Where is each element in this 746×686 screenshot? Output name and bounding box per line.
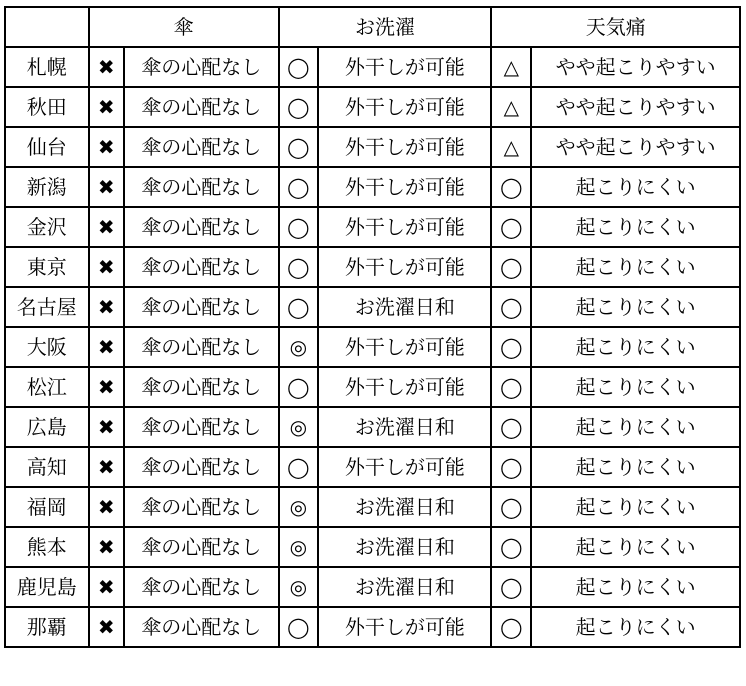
umbrella-symbol: ✖ bbox=[89, 167, 124, 207]
laundry-text: 外干しが可能 bbox=[318, 87, 491, 127]
weather-pain-text: 起こりにくい bbox=[531, 567, 740, 607]
header-weather-pain: 天気痛 bbox=[491, 7, 740, 47]
laundry-text: 外干しが可能 bbox=[318, 47, 491, 87]
laundry-symbol: ◎ bbox=[279, 327, 319, 367]
umbrella-symbol: ✖ bbox=[89, 127, 124, 167]
weather-pain-symbol: △ bbox=[491, 127, 531, 167]
umbrella-symbol: ✖ bbox=[89, 607, 124, 647]
city-cell: 新潟 bbox=[5, 167, 89, 207]
laundry-symbol: ◯ bbox=[279, 247, 319, 287]
umbrella-symbol: ✖ bbox=[89, 247, 124, 287]
weather-pain-symbol: ◯ bbox=[491, 247, 531, 287]
weather-pain-text: 起こりにくい bbox=[531, 207, 740, 247]
weather-pain-symbol: ◯ bbox=[491, 487, 531, 527]
laundry-symbol: ◯ bbox=[279, 87, 319, 127]
weather-pain-text: 起こりにくい bbox=[531, 487, 740, 527]
laundry-symbol: ◎ bbox=[279, 407, 319, 447]
table-body bbox=[5, 47, 740, 647]
header-umbrella: 傘 bbox=[89, 7, 279, 47]
weather-pain-text: 起こりにくい bbox=[531, 327, 740, 367]
table-row bbox=[5, 527, 740, 567]
weather-pain-symbol: ◯ bbox=[491, 407, 531, 447]
weather-pain-text: 起こりにくい bbox=[531, 607, 740, 647]
laundry-symbol: ◯ bbox=[279, 367, 319, 407]
umbrella-symbol: ✖ bbox=[89, 407, 124, 447]
table-row bbox=[5, 47, 740, 87]
table-row bbox=[5, 607, 740, 647]
umbrella-text: 傘の心配なし bbox=[124, 327, 279, 367]
umbrella-text: 傘の心配なし bbox=[124, 527, 279, 567]
laundry-text: 外干しが可能 bbox=[318, 127, 491, 167]
weather-pain-text: やや起こりやすい bbox=[531, 87, 740, 127]
city-cell: 熊本 bbox=[5, 527, 89, 567]
city-cell: 松江 bbox=[5, 367, 89, 407]
weather-pain-text: 起こりにくい bbox=[531, 287, 740, 327]
table-row bbox=[5, 207, 740, 247]
weather-pain-symbol: △ bbox=[491, 47, 531, 87]
laundry-symbol: ◯ bbox=[279, 167, 319, 207]
weather-pain-text: 起こりにくい bbox=[531, 527, 740, 567]
laundry-text: お洗濯日和 bbox=[318, 407, 491, 447]
weather-pain-text: やや起こりやすい bbox=[531, 127, 740, 167]
umbrella-text: 傘の心配なし bbox=[124, 407, 279, 447]
laundry-symbol: ◯ bbox=[279, 447, 319, 487]
table-row bbox=[5, 87, 740, 127]
weather-pain-symbol: ◯ bbox=[491, 527, 531, 567]
weather-pain-symbol: ◯ bbox=[491, 167, 531, 207]
umbrella-symbol: ✖ bbox=[89, 287, 124, 327]
weather-pain-text: 起こりにくい bbox=[531, 447, 740, 487]
table-row bbox=[5, 367, 740, 407]
laundry-symbol: ◯ bbox=[279, 607, 319, 647]
weather-pain-symbol: ◯ bbox=[491, 447, 531, 487]
city-cell: 金沢 bbox=[5, 207, 89, 247]
header-row bbox=[5, 7, 740, 47]
table-row bbox=[5, 447, 740, 487]
city-cell: 仙台 bbox=[5, 127, 89, 167]
city-cell: 大阪 bbox=[5, 327, 89, 367]
umbrella-text: 傘の心配なし bbox=[124, 487, 279, 527]
city-cell: 名古屋 bbox=[5, 287, 89, 327]
laundry-text: お洗濯日和 bbox=[318, 567, 491, 607]
umbrella-symbol: ✖ bbox=[89, 567, 124, 607]
table-row bbox=[5, 407, 740, 447]
city-cell: 東京 bbox=[5, 247, 89, 287]
weather-pain-text: 起こりにくい bbox=[531, 247, 740, 287]
weather-pain-symbol: ◯ bbox=[491, 287, 531, 327]
umbrella-text: 傘の心配なし bbox=[124, 447, 279, 487]
laundry-symbol: ◯ bbox=[279, 127, 319, 167]
weather-pain-text: 起こりにくい bbox=[531, 167, 740, 207]
laundry-symbol: ◎ bbox=[279, 567, 319, 607]
city-cell: 広島 bbox=[5, 407, 89, 447]
laundry-text: お洗濯日和 bbox=[318, 287, 491, 327]
laundry-symbol: ◯ bbox=[279, 207, 319, 247]
umbrella-text: 傘の心配なし bbox=[124, 247, 279, 287]
weather-table bbox=[4, 6, 741, 648]
laundry-text: 外干しが可能 bbox=[318, 327, 491, 367]
table-row bbox=[5, 167, 740, 207]
weather-pain-symbol: ◯ bbox=[491, 607, 531, 647]
umbrella-symbol: ✖ bbox=[89, 327, 124, 367]
laundry-text: お洗濯日和 bbox=[318, 487, 491, 527]
laundry-text: 外干しが可能 bbox=[318, 247, 491, 287]
umbrella-text: 傘の心配なし bbox=[124, 207, 279, 247]
table-row bbox=[5, 487, 740, 527]
umbrella-symbol: ✖ bbox=[89, 527, 124, 567]
weather-pain-symbol: △ bbox=[491, 87, 531, 127]
umbrella-symbol: ✖ bbox=[89, 207, 124, 247]
table-row bbox=[5, 567, 740, 607]
laundry-symbol: ◎ bbox=[279, 487, 319, 527]
umbrella-text: 傘の心配なし bbox=[124, 367, 279, 407]
laundry-text: 外干しが可能 bbox=[318, 167, 491, 207]
umbrella-symbol: ✖ bbox=[89, 367, 124, 407]
city-cell: 札幌 bbox=[5, 47, 89, 87]
umbrella-symbol: ✖ bbox=[89, 47, 124, 87]
umbrella-symbol: ✖ bbox=[89, 87, 124, 127]
laundry-text: 外干しが可能 bbox=[318, 607, 491, 647]
header-corner bbox=[5, 7, 89, 47]
city-cell: 高知 bbox=[5, 447, 89, 487]
table-row bbox=[5, 127, 740, 167]
umbrella-text: 傘の心配なし bbox=[124, 607, 279, 647]
table-row bbox=[5, 287, 740, 327]
laundry-text: お洗濯日和 bbox=[318, 527, 491, 567]
laundry-text: 外干しが可能 bbox=[318, 367, 491, 407]
umbrella-symbol: ✖ bbox=[89, 487, 124, 527]
umbrella-text: 傘の心配なし bbox=[124, 47, 279, 87]
weather-pain-text: 起こりにくい bbox=[531, 407, 740, 447]
table-row bbox=[5, 247, 740, 287]
umbrella-symbol: ✖ bbox=[89, 447, 124, 487]
weather-pain-symbol: ◯ bbox=[491, 207, 531, 247]
weather-pain-symbol: ◯ bbox=[491, 567, 531, 607]
laundry-symbol: ◯ bbox=[279, 47, 319, 87]
laundry-text: 外干しが可能 bbox=[318, 447, 491, 487]
weather-pain-text: やや起こりやすい bbox=[531, 47, 740, 87]
city-cell: 福岡 bbox=[5, 487, 89, 527]
umbrella-text: 傘の心配なし bbox=[124, 87, 279, 127]
city-cell: 鹿児島 bbox=[5, 567, 89, 607]
umbrella-text: 傘の心配なし bbox=[124, 167, 279, 207]
weather-pain-symbol: ◯ bbox=[491, 327, 531, 367]
umbrella-text: 傘の心配なし bbox=[124, 127, 279, 167]
laundry-symbol: ◯ bbox=[279, 287, 319, 327]
laundry-symbol: ◎ bbox=[279, 527, 319, 567]
table-row bbox=[5, 327, 740, 367]
weather-pain-text: 起こりにくい bbox=[531, 367, 740, 407]
city-cell: 那覇 bbox=[5, 607, 89, 647]
header-laundry: お洗濯 bbox=[279, 7, 492, 47]
umbrella-text: 傘の心配なし bbox=[124, 287, 279, 327]
laundry-text: 外干しが可能 bbox=[318, 207, 491, 247]
weather-pain-symbol: ◯ bbox=[491, 367, 531, 407]
city-cell: 秋田 bbox=[5, 87, 89, 127]
umbrella-text: 傘の心配なし bbox=[124, 567, 279, 607]
